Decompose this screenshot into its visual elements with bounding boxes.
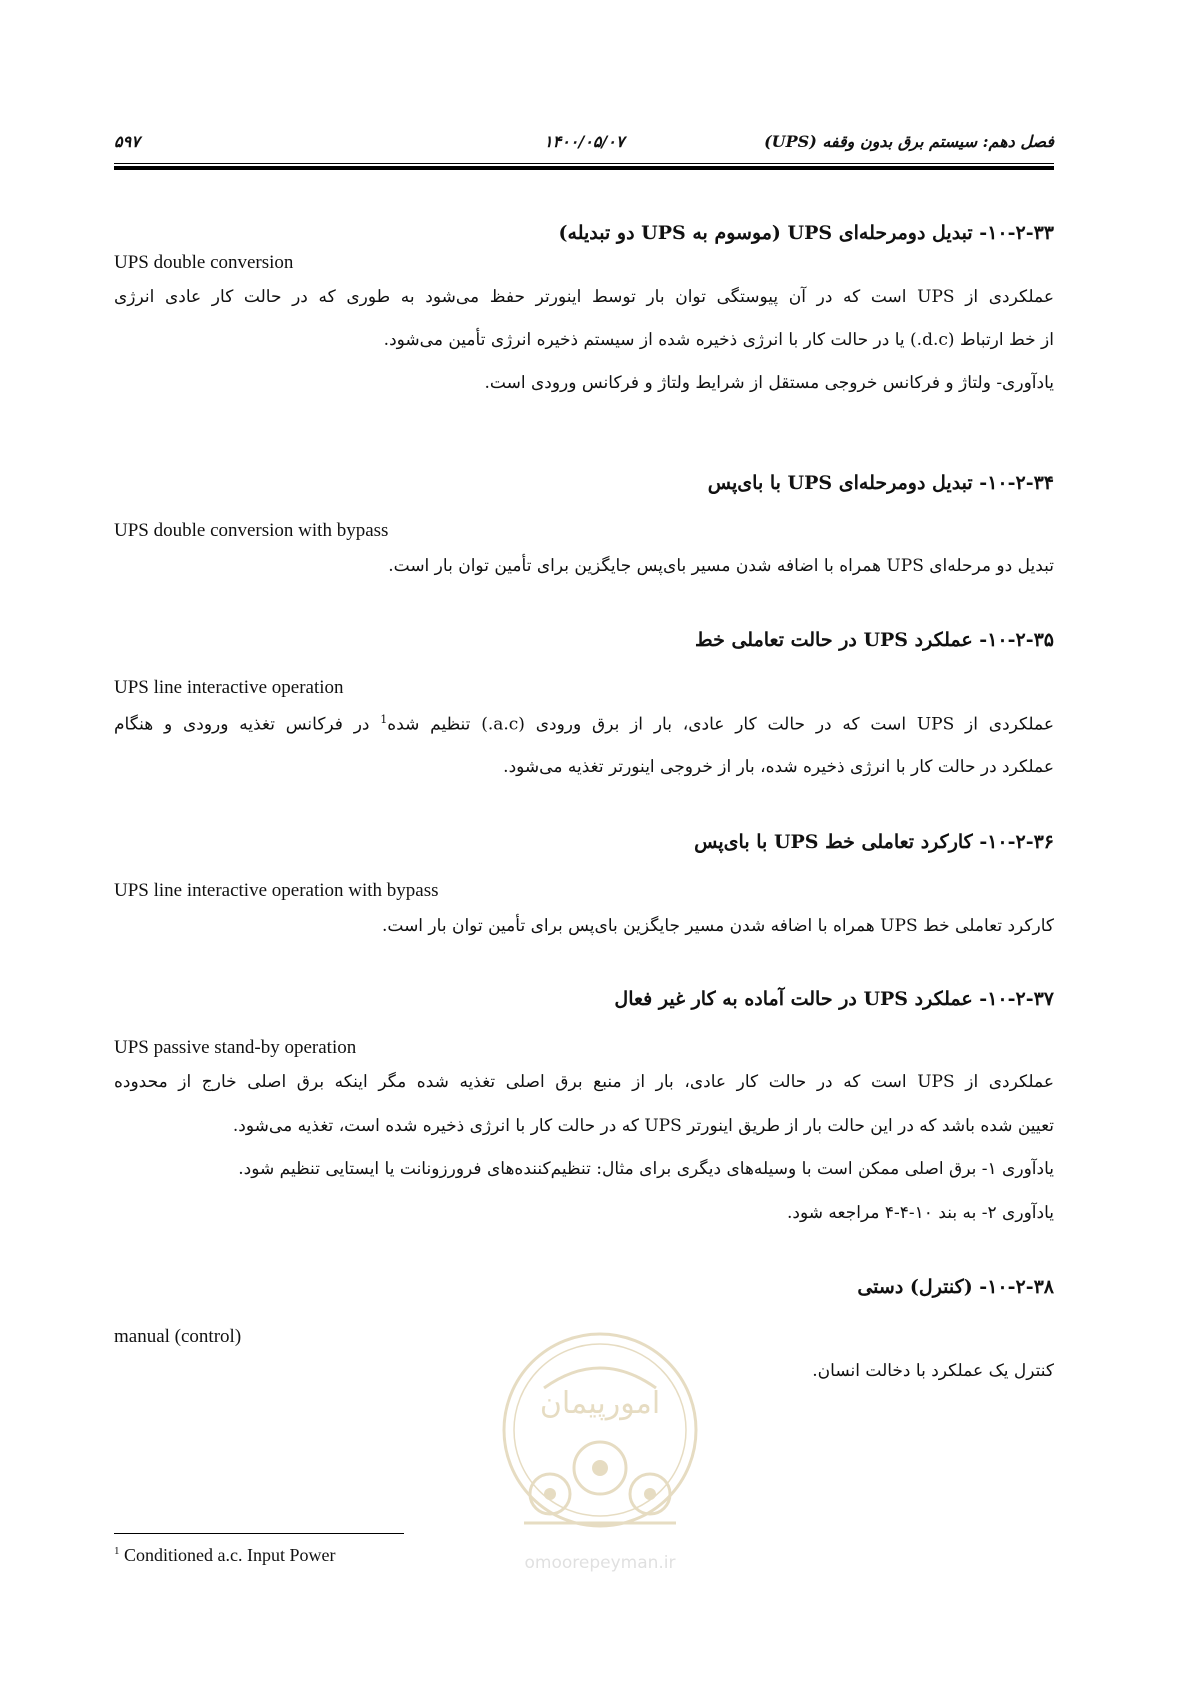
section-heading-37: ۱۰-۲-۳۷- عملکرد UPS در حالت آماده به کار غیر فعال xyxy=(614,988,1054,1010)
definition-line: عملکردی از UPS است که در آن پیوستگی توان بار توسط اینورتر حفظ می‌شود به طوری که در حالت کار عادی انرژی xyxy=(114,287,1054,307)
header-rule-thick xyxy=(114,166,1054,170)
definition-line: عملکردی از UPS است که در حالت کار عادی، بار از منبع برق اصلی تغذیه شده مگر اینکه برق اصلی خارج از محدوده xyxy=(114,1072,1054,1092)
term-en-37: UPS passive stand-by operation xyxy=(114,1037,357,1058)
footnote xyxy=(114,1545,335,1566)
term-en-33: UPS double conversion xyxy=(114,252,294,273)
definition-text: در فرکانس تغذیه ورودی و هنگام xyxy=(114,714,381,735)
definition-line: کارکرد تعاملی خط UPS همراه با اضافه شدن مسیر جایگزین بای‌پس برای تأمین توان بار است. xyxy=(381,916,1054,936)
definition-line: از خط ارتباط (d.c.) یا در حالت کار با انرژی ذخیره شده از سیستم ذخیره انرژی تأمین می‌شود. xyxy=(383,330,1054,350)
definition-line: تعیین شده باشد که در این حالت بار از طریق اینورتر UPS که در حالت کار با انرژی ذخیره شده است، تغذیه می‌شود. xyxy=(232,1116,1054,1136)
running-header xyxy=(114,132,1054,154)
chapter-title: فصل دهم: سیستم برق بدون وقفه (UPS) xyxy=(764,132,1054,151)
section-heading-35: ۱۰-۲-۳۵- عملکرد UPS در حالت تعاملی خط xyxy=(695,629,1054,651)
definition-line: کنترل یک عملکرد با دخالت انسان. xyxy=(812,1361,1054,1381)
watermark-url: omoorepeyman.ir xyxy=(524,1553,676,1573)
term-en-34: UPS double conversion with bypass xyxy=(114,520,389,541)
watermark-logo xyxy=(484,1318,716,1580)
term-en-36: UPS line interactive operation with bypass xyxy=(114,880,439,901)
footnote-reference: 1 xyxy=(380,713,388,726)
term-en-38: manual (control) xyxy=(114,1326,242,1347)
footnote-number: 1 xyxy=(114,1545,120,1557)
note-line: یادآوری- ولتاژ و فرکانس خروجی مستقل از شرایط ولتاژ و فرکانس ورودی است. xyxy=(484,373,1054,393)
header-rule-thin xyxy=(114,163,1054,164)
definition-line: عملکرد در حالت کار با انرژی ذخیره شده، بار از خروجی اینورتر تغذیه می‌شود. xyxy=(503,757,1054,777)
footnote-rule xyxy=(114,1533,404,1534)
page-number: ۵۹۷ xyxy=(114,132,140,151)
watermark-logo-text: امورپیمان xyxy=(539,1386,661,1421)
definition-line: تبدیل دو مرحله‌ای UPS همراه با اضافه شدن مسیر بای‌پس جایگزین برای تأمین توان بار است. xyxy=(388,556,1054,576)
section-heading-36: ۱۰-۲-۳۶- کارکرد تعاملی خط UPS با بای‌پس xyxy=(694,831,1054,853)
term-en-35: UPS line interactive operation xyxy=(114,677,344,698)
section-heading-34: ۱۰-۲-۳۴- تبدیل دومرحله‌ای UPS با بای‌پس xyxy=(707,472,1054,494)
note-line: یادآوری ۱- برق اصلی ممکن است با وسیله‌های دیگری برای مثال: تنظیم‌کننده‌های فرورزونانت یا ایستایی تنظیم شود. xyxy=(238,1159,1054,1179)
section-heading-33: ۱۰-۲-۳۳- تبدیل دومرحله‌ای UPS (موسوم به UPS دو تبدیله) xyxy=(558,222,1054,244)
definition-text: عملکردی از UPS است که در حالت کار عادی، بار از برق ورودی (a.c.) تنظیم شده xyxy=(387,714,1055,735)
header-date: ۱۴۰۰/۰۵/۰۷ xyxy=(544,132,625,151)
seal-icon xyxy=(484,1318,716,1580)
section-heading-38: ۱۰-۲-۳۸- (کنترل) دستی xyxy=(857,1276,1054,1298)
note-line: یادآوری ۲- به بند ۱۰-۴-۴ مراجعه شود. xyxy=(787,1203,1054,1223)
footnote-text: Conditioned a.c. Input Power xyxy=(124,1545,336,1565)
definition-line xyxy=(114,713,1054,735)
